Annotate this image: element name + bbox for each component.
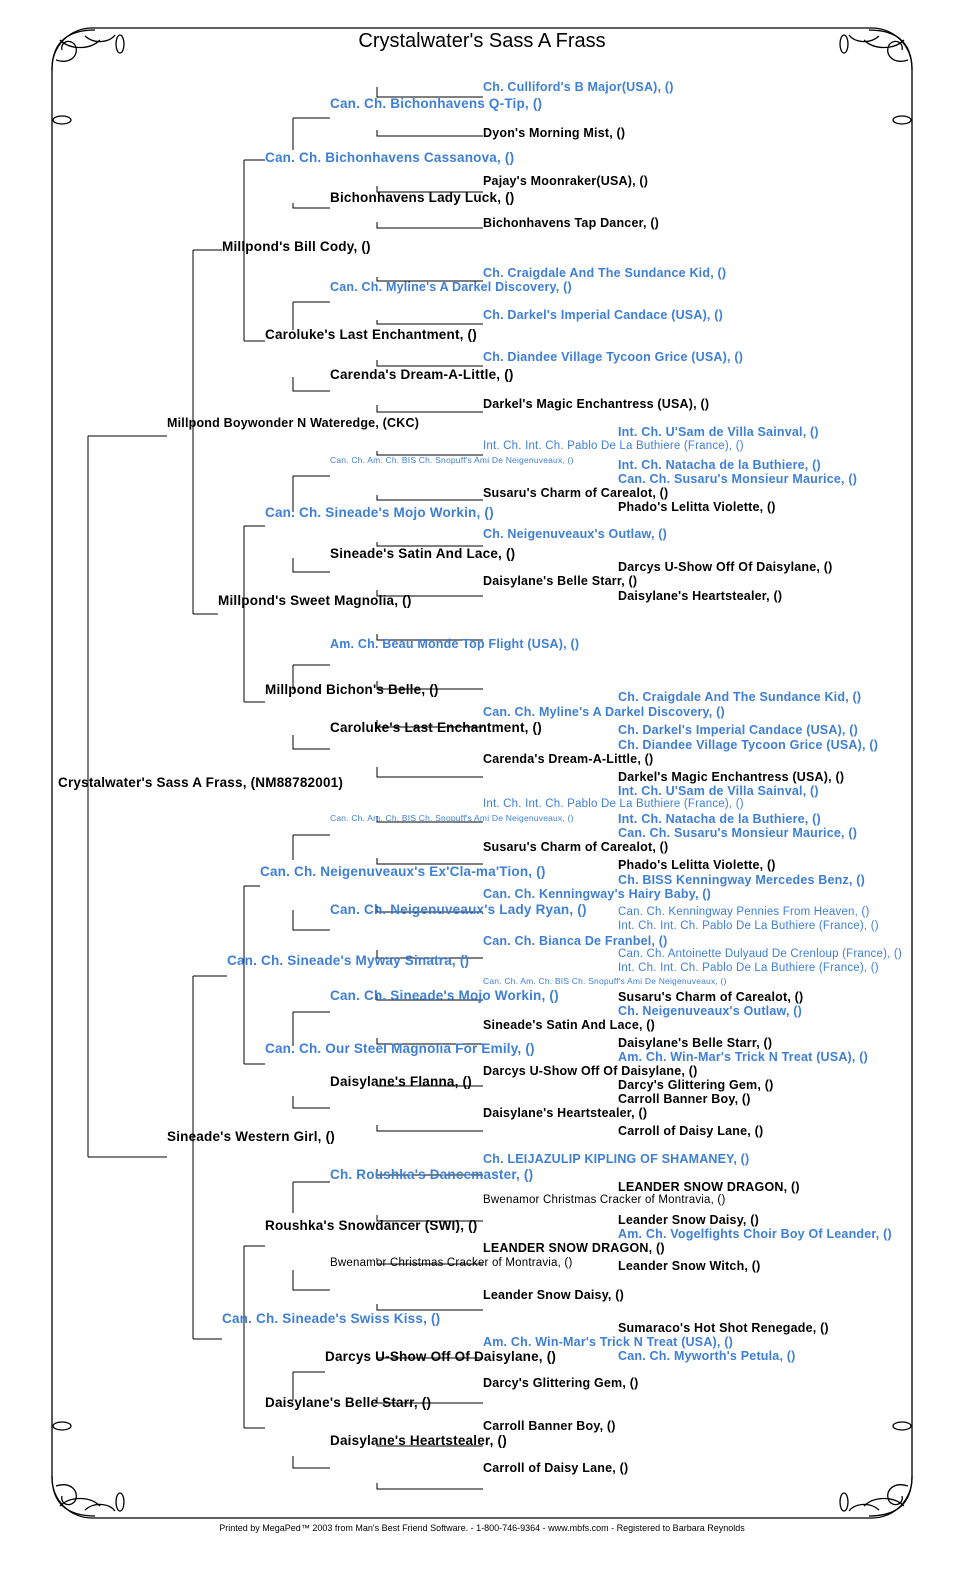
pedigree-entry: Phado's Lelitta Violette, ()	[618, 500, 776, 514]
pedigree-entry: Ch. Darkel's Imperial Candace (USA), ()	[618, 723, 859, 737]
pedigree-entry: Can. Ch. Sineade's Mojo Workin, ()	[265, 505, 494, 520]
pedigree-entry: Millpond Boywonder N Wateredge, (CKC)	[167, 416, 420, 430]
pedigree-entry: Am. Ch. Win-Mar's Trick N Treat (USA), ()	[618, 1050, 868, 1064]
pedigree-entry: Darcy's Glittering Gem, ()	[618, 1078, 774, 1092]
pedigree-entry: Daisylane's Belle Starr, ()	[265, 1395, 432, 1410]
pedigree-entry: LEANDER SNOW DRAGON, ()	[483, 1241, 665, 1255]
pedigree-entry: Can. Ch. Sineade's Mojo Workin, ()	[330, 988, 559, 1003]
pedigree-entry: Bwenamor Christmas Cracker of Montravia, ()	[330, 1257, 573, 1269]
pedigree-entry: Can. Ch. Susaru's Monsieur Maurice, ()	[618, 472, 858, 486]
pedigree-entry: Darcys U-Show Off Of Daisylane, ()	[618, 560, 833, 574]
pedigree-entry: Daisylane's Flanna, ()	[330, 1074, 472, 1089]
pedigree-entry: Daisylane's Belle Starr, ()	[483, 574, 638, 588]
pedigree-entry: Int. Ch. Natacha de la Buthiere, ()	[618, 812, 821, 826]
pedigree-entry: Am. Ch. Beau Monde Top Flight (USA), ()	[330, 637, 580, 651]
pedigree-entry: Sineade's Western Girl, ()	[167, 1129, 335, 1144]
pedigree-entry: Darcys U-Show Off Of Daisylane, ()	[483, 1064, 698, 1078]
pedigree-entry: Can. Ch. Antoinette Dulyaud De Crenloup (France), ()	[618, 948, 902, 960]
pedigree-entry: Phado's Lelitta Violette, ()	[618, 858, 776, 872]
pedigree-entry: Carenda's Dream-A-Little, ()	[483, 752, 654, 766]
pedigree-entry: Pajay's Moonraker(USA), ()	[483, 174, 649, 188]
pedigree-entry: Sineade's Satin And Lace, ()	[483, 1018, 656, 1032]
pedigree-entry: Darcys U-Show Off Of Daisylane, ()	[325, 1349, 557, 1364]
pedigree-entry: Carroll Banner Boy, ()	[618, 1092, 751, 1106]
pedigree-entry: Bichonhavens Tap Dancer, ()	[483, 216, 660, 230]
page-title: Crystalwater's Sass A Frass	[358, 30, 606, 52]
pedigree-entry: Carroll of Daisy Lane, ()	[618, 1124, 764, 1138]
pedigree-entry: Can. Ch. Bichonhavens Cassanova, ()	[265, 150, 515, 165]
pedigree-entry: Int. Ch. U'Sam de Villa Sainval, ()	[618, 425, 819, 439]
pedigree-entry: Can. Ch. Myline's A Darkel Discovery, ()	[330, 280, 572, 294]
pedigree-entry: Susaru's Charm of Carealot, ()	[483, 486, 669, 500]
pedigree-entry: Ch. Craigdale And The Sundance Kid, ()	[483, 266, 727, 280]
pedigree-entry: Int. Ch. Natacha de la Buthiere, ()	[618, 458, 821, 472]
pedigree-entry: Can. Ch. Our Steel Magnolia For Emily, ()	[265, 1041, 535, 1056]
pedigree-entry: Can. Ch. Am. Ch. BIS Ch. Snopuff's Ami De Neigenuveaux, ()	[330, 813, 574, 823]
pedigree-entry: Can. Ch. Sineade's Myway Sinatra, ()	[227, 953, 470, 968]
pedigree-entry: Sineade's Satin And Lace, ()	[330, 546, 516, 561]
pedigree-entry: Ch. Diandee Village Tycoon Grice (USA), ()	[618, 738, 879, 752]
pedigree-entry: Ch. Neigenuveaux's Outlaw, ()	[618, 1004, 803, 1018]
pedigree-entry: Caroluke's Last Enchantment, ()	[330, 720, 542, 735]
pedigree-entry: Daisylane's Heartstealer, ()	[618, 589, 783, 603]
pedigree-entry: Ch. Darkel's Imperial Candace (USA), ()	[483, 308, 724, 322]
pedigree-entry: Ch. BISS Kenningway Mercedes Benz, ()	[618, 873, 866, 887]
pedigree-entry: Am. Ch. Win-Mar's Trick N Treat (USA), ()	[483, 1335, 733, 1349]
pedigree-entry: Carroll Banner Boy, ()	[483, 1419, 616, 1433]
pedigree-entry: Ch. Culliford's B Major(USA), ()	[483, 80, 674, 94]
pedigree-entry: Ch. LEIJAZULIP KIPLING OF SHAMANEY, ()	[483, 1152, 750, 1166]
pedigree-entry: Dyon's Morning Mist, ()	[483, 126, 626, 140]
pedigree-entry: Ch. Neigenuveaux's Outlaw, ()	[483, 527, 668, 541]
pedigree-entry: Can. Ch. Am. Ch. BIS Ch. Snopuff's Ami De Neigenuveaux, ()	[330, 455, 574, 465]
pedigree-entry: Can. Ch. Am. Ch. BIS Ch. Snopuff's Ami De Neigenuveaux, ()	[483, 976, 727, 986]
pedigree-entry: LEANDER SNOW DRAGON, ()	[618, 1180, 800, 1194]
pedigree-entry: Can. Ch. Bichonhavens Q-Tip, ()	[330, 96, 543, 111]
pedigree-entry: Darcy's Glittering Gem, ()	[483, 1376, 639, 1390]
pedigree-entry: Ch. Roushka's Dancemaster, ()	[330, 1167, 534, 1182]
pedigree-entry: Crystalwater's Sass A Frass, (NM88782001)	[58, 775, 344, 790]
pedigree-entry: Am. Ch. Vogelfights Choir Boy Of Leander, ()	[618, 1227, 892, 1241]
footer-credit: Printed by MegaPed™ 2003 from Man's Best Friend Software. - 1-800-746-9364 - www.mbfs.com - Registered to Barbara Reynolds	[219, 1523, 745, 1533]
pedigree-entry: Bwenamor Christmas Cracker of Montravia, ()	[483, 1194, 726, 1206]
pedigree-entry: Carenda's Dream-A-Little, ()	[330, 367, 514, 382]
pedigree-entry: Leander Snow Witch, ()	[618, 1259, 761, 1273]
pedigree-entry: Can. Ch. Neigenuveaux's Lady Ryan, ()	[330, 902, 587, 917]
pedigree-entry: Susaru's Charm of Carealot, ()	[618, 990, 804, 1004]
pedigree-entry: Can. Ch. Neigenuveaux's Ex'Cla-ma'Tion, ()	[260, 864, 546, 879]
pedigree-entry: Int. Ch. Int. Ch. Pablo De La Buthiere (France), ()	[618, 920, 879, 932]
pedigree-entry: Ch. Diandee Village Tycoon Grice (USA), ()	[483, 350, 744, 364]
pedigree-entry: Bichonhavens Lady Luck, ()	[330, 190, 515, 205]
pedigree-entry: Can. Ch. Susaru's Monsieur Maurice, ()	[618, 826, 858, 840]
pedigree-entry: Roushka's Snowdancer (SWI), ()	[265, 1218, 478, 1233]
pedigree-entry: Can. Ch. Kenningway Pennies From Heaven, ()	[618, 906, 870, 918]
pedigree-entry: Leander Snow Daisy, ()	[483, 1288, 625, 1302]
pedigree-entry: Can. Ch. Bianca De Franbel, ()	[483, 934, 668, 948]
pedigree-entry: Int. Ch. U'Sam de Villa Sainval, ()	[618, 784, 819, 798]
pedigree-entry: Can. Ch. Myline's A Darkel Discovery, ()	[483, 705, 725, 719]
pedigree-entry: Susaru's Charm of Carealot, ()	[483, 840, 669, 854]
pedigree-entry: Can. Ch. Sineade's Swiss Kiss, ()	[222, 1311, 441, 1326]
pedigree-entry: Millpond's Sweet Magnolia, ()	[218, 593, 412, 608]
pedigree-entry: Darkel's Magic Enchantress (USA), ()	[618, 770, 845, 784]
pedigree-entry: Int. Ch. Int. Ch. Pablo De La Buthiere (France), ()	[618, 962, 879, 974]
pedigree-entry: Leander Snow Daisy, ()	[618, 1213, 760, 1227]
pedigree-entry: Int. Ch. Int. Ch. Pablo De La Buthiere (France), ()	[483, 440, 744, 452]
pedigree-entry: Carroll of Daisy Lane, ()	[483, 1461, 629, 1475]
pedigree-entry: Int. Ch. Int. Ch. Pablo De La Buthiere (France), ()	[483, 798, 744, 810]
pedigree-entry: Daisylane's Belle Starr, ()	[618, 1036, 773, 1050]
pedigree-entry: Can. Ch. Kenningway's Hairy Baby, ()	[483, 887, 712, 901]
pedigree-entry: Can. Ch. Myworth's Petula, ()	[618, 1349, 796, 1363]
pedigree-entry: Caroluke's Last Enchantment, ()	[265, 327, 477, 342]
pedigree-entry: Ch. Craigdale And The Sundance Kid, ()	[618, 690, 862, 704]
pedigree-entry: Millpond's Bill Cody, ()	[222, 239, 371, 254]
pedigree-entry: Daisylane's Heartstealer, ()	[330, 1433, 507, 1448]
pedigree-entry: Darkel's Magic Enchantress (USA), ()	[483, 397, 710, 411]
pedigree-entry: Sumaraco's Hot Shot Renegade, ()	[618, 1321, 829, 1335]
pedigree-entry: Daisylane's Heartstealer, ()	[483, 1106, 648, 1120]
pedigree-entry: Millpond Bichon's Belle, ()	[265, 682, 439, 697]
